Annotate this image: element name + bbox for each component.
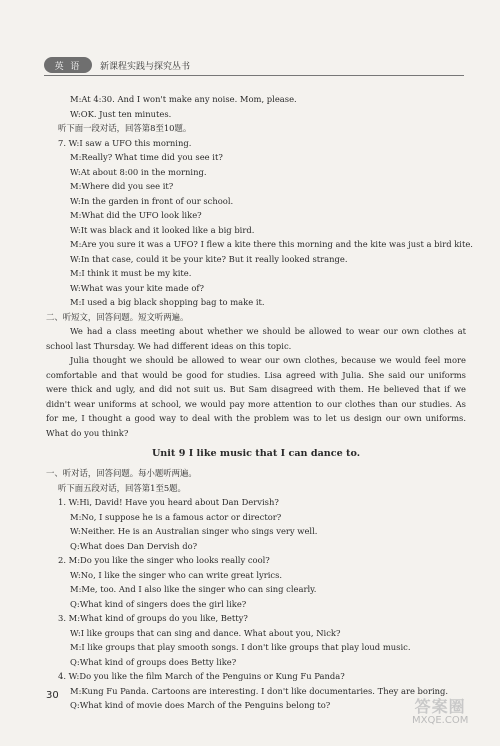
text-line: 听下面一段对话，回答第8至10题。 <box>58 123 192 133</box>
text-line: Q:What does Dan Dervish do? <box>70 540 198 551</box>
watermark <box>412 697 469 728</box>
text-line: W:OK. Just ten minutes. <box>70 108 172 119</box>
text-line: 二、听短文，回答问题。短文听两遍。 <box>46 311 189 322</box>
text-line: W:Neither. He is an Australian singer who sings very well. <box>70 526 318 536</box>
text-line: Q:What kind of singers does the girl like? <box>70 598 247 609</box>
text-line: W:In that case, could it be your kite? But it really looked strange. <box>70 253 348 264</box>
text-line: M:Really? What time did you see it? <box>70 152 223 162</box>
text-line: W:I like groups that can sing and dance. What about you, Nick? <box>70 627 341 638</box>
text-line: W:In the garden in front of our school. <box>70 195 234 206</box>
text-line: W:No, I like the singer who can write great lyrics. <box>70 569 283 580</box>
page-content <box>46 92 473 716</box>
text-line: W:It was black and it looked like a big bird. <box>70 224 255 235</box>
series-title: 新课程实践与探究丛书 <box>100 61 191 72</box>
text-line: M:Are you sure it was a UFO? I flew a kite there this morning and the kite was just a bird kite. <box>70 239 473 249</box>
text-line: M:I like groups that play smooth songs. I don't like groups that play loud music. <box>70 642 411 652</box>
text-line: 7. W:I saw a UFO this morning. <box>58 137 192 148</box>
text-line: 1. W:Hi, David! Have you heard about Dan Dervish? <box>58 497 279 507</box>
text-line: M:No, I suppose he is a famous actor or director? <box>70 511 282 522</box>
text-line: M:I think it must be my kite. <box>70 268 192 278</box>
text-line: 听下面五段对话，回答第1至5题。 <box>58 482 186 493</box>
text-line: M:Me, too. And I also like the singer who can sing clearly. <box>70 584 317 594</box>
page-number: 30 <box>46 690 59 701</box>
watermark-site: MXQE.COM <box>412 715 469 726</box>
text-line: M:Where did you see it? <box>70 181 174 191</box>
text-line: W:At about 8:00 in the morning. <box>70 166 207 177</box>
text-line: M:What did the UFO look like? <box>70 210 202 220</box>
dialogue-section-1 <box>46 92 473 324</box>
subject-badge: 英 语 <box>44 57 92 73</box>
text-line: Q:What kind of movie does March of the Penguins belong to? <box>70 700 331 710</box>
text-line: 4. W:Do you like the film March of the Penguins or Kung Fu Panda? <box>58 671 345 681</box>
dialogue-section-2 <box>46 466 466 716</box>
header-divider <box>44 75 464 76</box>
text-line: W:What was your kite made of? <box>70 282 204 293</box>
text-line: Q:What kind of groups does Betty like? <box>70 656 237 667</box>
unit-title: Unit 9 I like music that I can dance to. <box>151 448 361 459</box>
page-header <box>44 56 190 74</box>
paragraph: Julia thought we should be allowed to wear our own clothes, because we would feel more comfortable and that would be good for studies. Lisa agreed with Julia. She said our uniforms were thick and ugly, and did not suit us. But Sam disagreed with them. He believed that if we didn't wear uniforms at school, we would pay more attention to our clothes than our studies. As for me, I thought a good way to deal with the problem was to let us design our own uniforms. What do you think? <box>46 355 466 438</box>
passage <box>46 324 466 440</box>
text-line: 3. M:What kind of groups do you like, Betty? <box>58 613 248 623</box>
paragraph: We had a class meeting about whether we should be allowed to wear our own clothes at school last Thursday. We had different ideas on this topic. <box>46 326 466 351</box>
text-line: M:I used a big black shopping bag to make it. <box>70 297 265 307</box>
text-line: M:At 4:30. And I won't make any noise. Mom, please. <box>70 94 297 104</box>
text-line: 一、听对话，回答问题。每小题听两遍。 <box>46 468 197 478</box>
watermark-logo: 答案圈 <box>414 697 466 716</box>
text-line: M:Kung Fu Panda. Cartoons are interesting. I don't like documentaries. They are boring. <box>70 685 449 696</box>
text-line: 2. M:Do you like the singer who looks really cool? <box>58 555 270 565</box>
